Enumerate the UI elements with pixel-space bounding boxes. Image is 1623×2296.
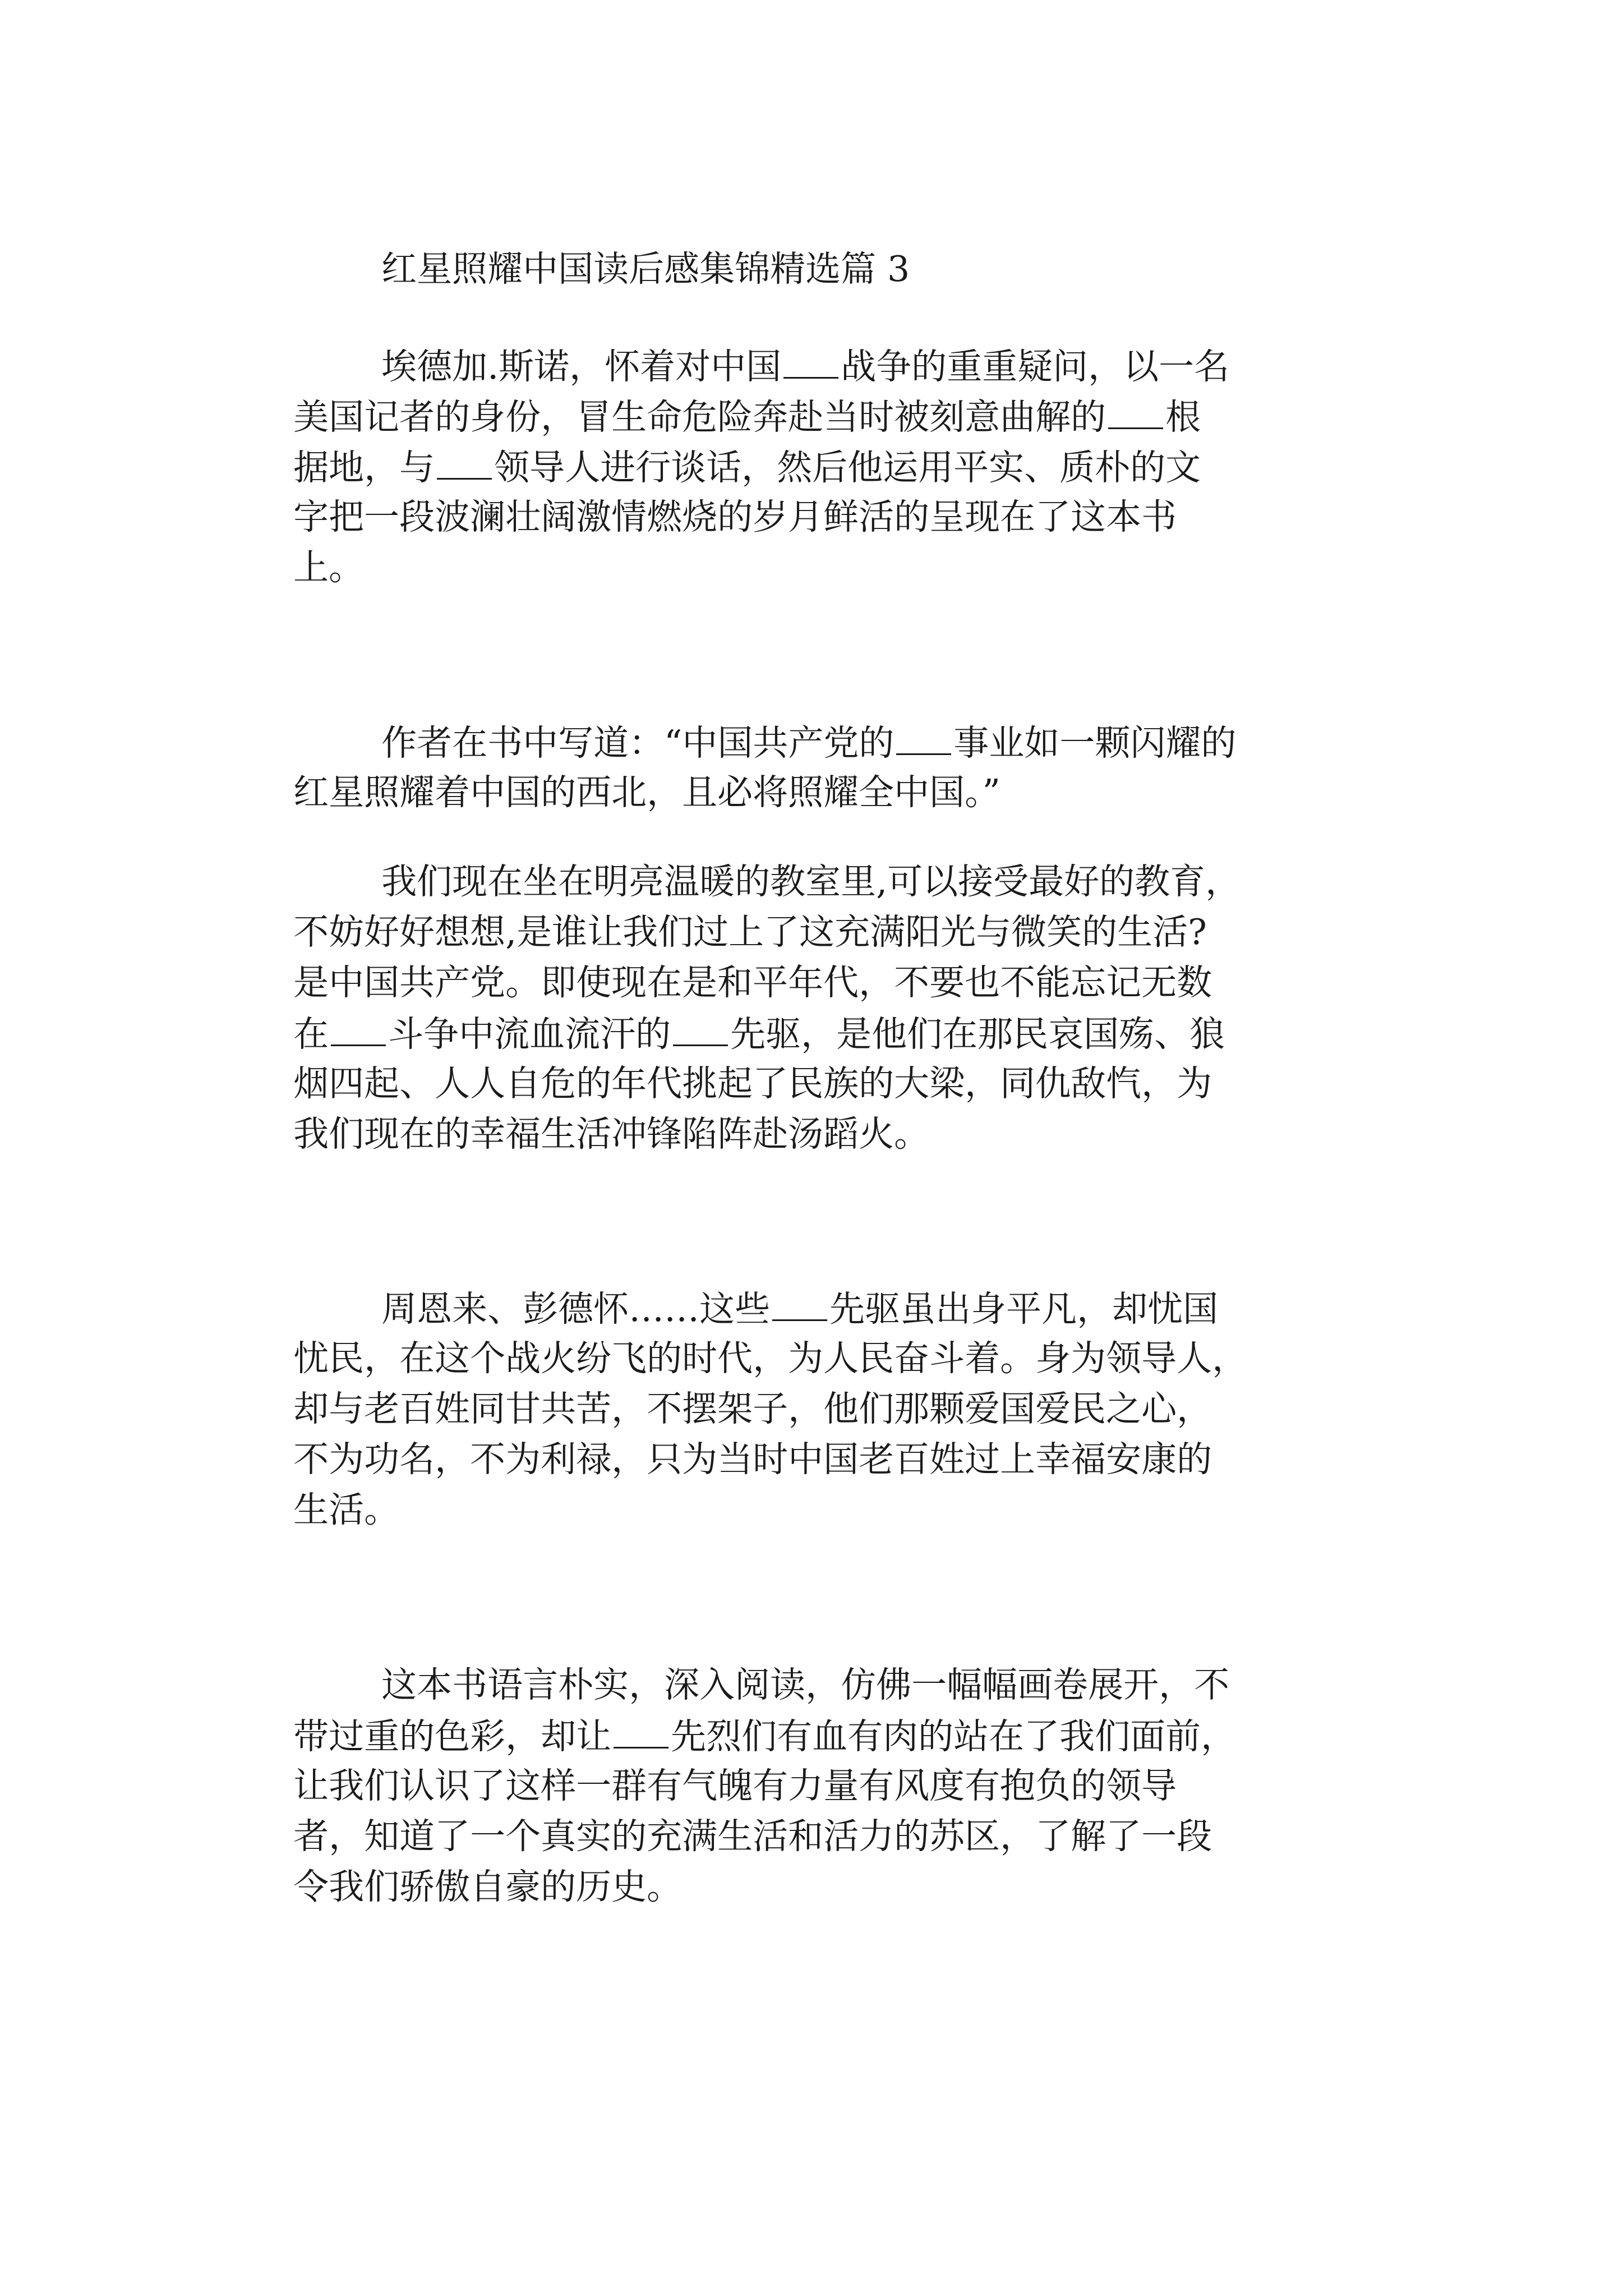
paragraph-line <box>248 500 365 588</box>
paragraph-line <box>248 349 1201 438</box>
paragraph-line <box>248 1016 1212 1104</box>
text-segment: 在 <box>293 1014 329 1055</box>
text-segment: 斗争中流血流汗的 <box>388 1014 671 1055</box>
text-segment: 让我们认识了这样一群有气魄有力量有风度有抱负的领导 <box>293 1765 1177 1806</box>
paragraph-line <box>248 1769 1212 1857</box>
paragraph-line <box>248 399 1201 488</box>
paragraph-line <box>248 450 1177 537</box>
text-segment: 先烈们有血有肉的站在了我们面前， <box>671 1716 1237 1757</box>
paragraph-line <box>336 815 1241 902</box>
text-segment: 生活。 <box>293 1489 400 1530</box>
essay-title <box>336 202 910 289</box>
text-segment: 烟四起、人人自危的年代挑起了民族的大梁，同仇敌忾，为 <box>293 1063 1212 1104</box>
text-segment: 红星照耀着中国的西北，且必将照耀全中国。” <box>293 772 1000 813</box>
text-segment: 事业如一颗闪耀的 <box>953 723 1237 763</box>
text-segment: 先驱，是他们在那民哀国殇、狼 <box>730 1014 1225 1055</box>
text-segment: 我们现在的幸福生活冲锋陷阵赴汤蹈火。 <box>293 1114 930 1154</box>
text-segment: 却与老百姓同甘共苦，不摆架子，他们那颗爱国爱民之心， <box>293 1388 1212 1429</box>
text-segment: 周恩来、彭德怀……这些 <box>381 1289 771 1329</box>
paragraph-line <box>248 865 1207 953</box>
text-segment: 令我们骄傲自豪的历史。 <box>293 1866 683 1907</box>
text-segment: 是中国共产党。即使现在是和平年代，不要也不能忘记无数 <box>293 962 1212 1003</box>
paragraph-line <box>336 298 1230 387</box>
paragraph-line <box>248 1291 1248 1379</box>
paragraph-line <box>248 1443 400 1530</box>
text-segment: 带过重的色彩，却让 <box>293 1716 612 1757</box>
text-segment: 作者在书中写道：“中国共产党的 <box>381 723 895 763</box>
paragraph-line <box>248 915 1212 1003</box>
text-segment: 美国记者的身份，冒生命危险奔赴当时被刻意曲解的 <box>293 397 1106 438</box>
text-segment: 者，知道了一个真实的充满生活和活力的苏区，了解了一段 <box>293 1816 1212 1857</box>
text-segment: 红星照耀中国读后感集锦精选篇 3 <box>381 249 910 289</box>
text-segment: 战争的重重疑问，以一名 <box>841 346 1230 387</box>
paragraph-line <box>248 1820 683 1907</box>
text-segment: 根 <box>1165 397 1201 438</box>
text-segment: 不为功名，不为利禄，只为当时中国老百姓过上幸福安康的 <box>293 1439 1212 1480</box>
paragraph-line <box>248 1719 1177 1806</box>
paragraph-line <box>248 1392 1212 1480</box>
text-segment: 忧民，在这个战火纷飞的时代，为人民奋斗着。身为领导人， <box>293 1338 1248 1379</box>
text-segment: 我们现在坐在明亮温暖的教室里,可以接受最好的教育， <box>381 861 1241 902</box>
text-segment: 这本书语言朴实，深入阅读，仿佛一幅幅画卷展开，不 <box>381 1664 1230 1705</box>
text-segment: 领导人进行谈话，然后他运用平实、质朴的文 <box>494 447 1201 488</box>
paragraph-line <box>336 1241 1219 1329</box>
text-segment: 字把一段波澜壮阔激情燃烧的岁月鲜活的呈现在了这本书 <box>293 496 1177 537</box>
paragraph-line <box>336 1618 1230 1705</box>
text-segment: 据地，与 <box>293 447 435 488</box>
text-segment: 上。 <box>293 547 365 588</box>
text-segment: 不妨好好想想,是谁让我们过上了这充满阳光与微笑的生活? <box>293 912 1207 953</box>
paragraph-line <box>248 1342 1212 1429</box>
text-segment: 先驱虽出身平凡，却忧国 <box>829 1289 1219 1329</box>
paragraph-line <box>248 1067 930 1154</box>
paragraph-line <box>248 966 1225 1055</box>
text-segment: 埃德加.斯诺，怀着对中国 <box>381 346 782 387</box>
paragraph-line <box>248 725 1000 813</box>
paragraph-line <box>248 1668 1237 1757</box>
paragraph-line <box>336 675 1237 763</box>
